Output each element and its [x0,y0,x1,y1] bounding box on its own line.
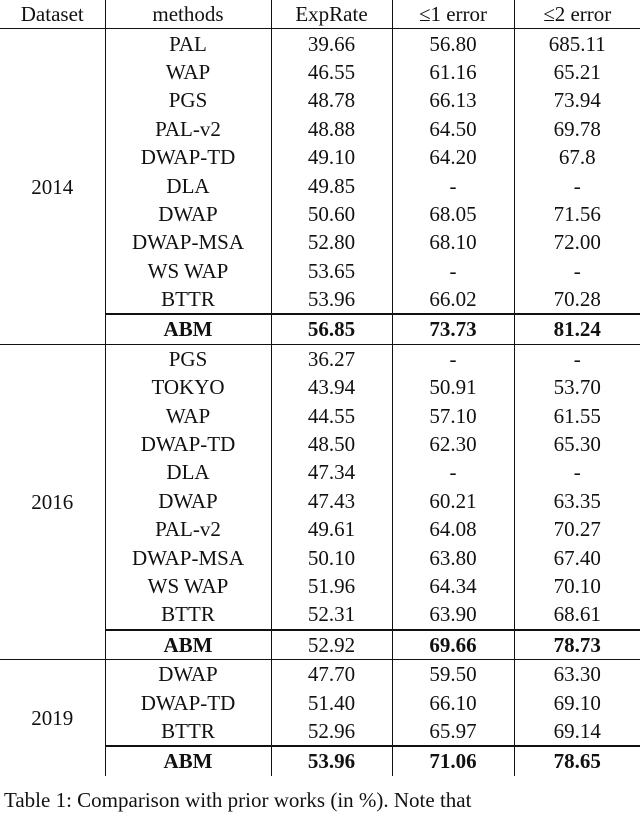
le1-error-cell: 57.10 [392,401,514,429]
le2-error-cell: 72.00 [553,230,601,255]
header-le1-error: ≤1 error [392,0,514,29]
le1-error-cell: 65.97 [392,717,514,746]
le1-error-cell: 50.91 [392,373,514,401]
exprate-cell: 50.10 [271,543,392,571]
method-cell: PGS [105,86,271,114]
method-cell: BTTR [105,285,271,314]
exprate-cell: 44.55 [271,401,392,429]
le2-error-cell: - [573,258,581,283]
le2-error-cell: 73.94 [553,88,601,113]
method-cell: ABM [105,746,271,775]
le2-error-cell: 61.55 [553,403,601,428]
le1-error-cell: 64.34 [392,572,514,600]
dataset-group-2014 [0,29,640,344]
method-cell: ABM [105,314,271,344]
method-cell: DWAP [105,487,271,515]
method-cell: BTTR [105,717,271,746]
exprate-cell: 49.10 [271,143,392,171]
le1-error-cell: 71.06 [392,746,514,775]
exprate-cell: 52.96 [271,717,392,746]
le2-error-cell: 70.28 [553,287,601,312]
le2-error-cell: 65.30 [553,432,601,457]
le1-error-cell: - [392,257,514,285]
method-cell: ABM [105,630,271,660]
exprate-cell: 50.60 [271,200,392,228]
exprate-cell: 39.66 [271,29,392,58]
exprate-cell: 51.40 [271,688,392,716]
le1-error-cell: 64.08 [392,515,514,543]
table-row [0,344,640,373]
le2-error-cell: 69.14 [553,718,601,743]
header-le2-error: ≤2 error [514,0,640,29]
le1-error-cell: 60.21 [392,487,514,515]
exprate-cell: 48.78 [271,86,392,114]
exprate-cell: 47.70 [271,659,392,688]
method-cell: DLA [105,171,271,199]
le1-error-cell: 68.10 [392,228,514,256]
le1-error-cell: 64.20 [392,143,514,171]
method-cell: TOKYO [105,373,271,401]
le2-error-cell: 70.10 [553,574,601,598]
method-cell: PGS [105,344,271,373]
le1-error-cell: 66.13 [392,86,514,114]
method-cell: PAL [105,29,271,58]
le2-error-cell: 67.40 [553,545,601,570]
method-cell: PAL-v2 [105,515,271,543]
exprate-cell: 43.94 [271,373,392,401]
le2-error-cell: 69.10 [553,690,601,715]
method-cell: WS WAP [105,572,271,600]
header-methods: methods [105,0,271,29]
le2-error-cell: 78.73 [514,630,640,660]
method-cell: DLA [105,458,271,486]
dataset-cell: 2019 [0,659,105,775]
exprate-cell: 48.50 [271,430,392,458]
exprate-cell: 47.34 [271,458,392,486]
le1-error-cell: 56.80 [392,29,514,58]
method-cell: WAP [105,401,271,429]
le1-error-cell: 66.10 [392,688,514,716]
method-cell: DWAP [105,659,271,688]
le2-error-cell: 53.70 [553,375,601,400]
le1-error-cell: - [392,171,514,199]
le1-error-cell: - [392,344,514,373]
method-cell: DWAP-MSA [105,228,271,256]
exprate-cell: 52.80 [271,228,392,256]
le1-error-cell: - [392,458,514,486]
le2-error-cell: 71.56 [553,201,601,226]
dataset-cell: 2014 [0,29,105,344]
method-cell: DWAP-TD [105,688,271,716]
table-header [0,0,640,29]
exprate-cell: 53.96 [271,746,392,775]
method-cell: DWAP-TD [105,143,271,171]
table-caption: Table 1: Comparison with prior works (in %). Note that [4,788,472,812]
le2-error-cell: 63.35 [553,488,601,513]
le1-error-cell: 63.80 [392,543,514,571]
method-cell: WS WAP [105,257,271,285]
dataset-group-2019 [0,659,640,775]
exprate-cell: 49.61 [271,515,392,543]
le1-error-cell: 59.50 [392,659,514,688]
le2-error-cell: 68.61 [553,602,601,627]
le2-error-cell: 685.11 [514,29,640,58]
table-row [0,659,640,688]
le2-error-cell: 69.78 [553,116,601,141]
le2-error-cell: 67.8 [558,145,596,170]
le2-error-cell: 63.30 [514,659,640,688]
le1-error-cell: 68.05 [392,200,514,228]
exprate-cell: 48.88 [271,115,392,143]
le2-error-cell: - [573,460,581,485]
header-exprate: ExpRate [271,0,392,29]
le2-error-cell: 81.24 [514,314,640,344]
exprate-cell: 46.55 [271,58,392,86]
exprate-cell: 49.85 [271,171,392,199]
method-cell: DWAP-TD [105,430,271,458]
le1-error-cell: 64.50 [392,115,514,143]
exprate-cell: 53.65 [271,257,392,285]
le1-error-cell: 62.30 [392,430,514,458]
method-cell: DWAP-MSA [105,543,271,571]
le1-error-cell: 63.90 [392,600,514,629]
le2-error-cell: - [573,173,581,198]
le1-error-cell: 69.66 [392,630,514,660]
method-cell: BTTR [105,600,271,629]
dataset-cell: 2016 [0,344,105,659]
le1-error-cell: 73.73 [392,314,514,344]
le2-error-cell: 70.27 [553,517,601,542]
header-dataset: Dataset [0,0,105,29]
le1-error-cell: 61.16 [392,58,514,86]
le2-error-cell: - [514,344,640,373]
method-cell: WAP [105,58,271,86]
exprate-cell: 56.85 [271,314,392,344]
exprate-cell: 36.27 [271,344,392,373]
exprate-cell: 53.96 [271,285,392,314]
table-row [0,29,640,58]
le2-error-cell: 65.21 [553,59,601,84]
method-cell: PAL-v2 [105,115,271,143]
exprate-cell: 47.43 [271,487,392,515]
exprate-cell: 51.96 [271,572,392,600]
dataset-group-2016 [0,344,640,659]
le1-error-cell: 66.02 [392,285,514,314]
exprate-cell: 52.92 [271,630,392,660]
le2-error-cell: 78.65 [514,746,640,775]
method-cell: DWAP [105,200,271,228]
exprate-cell: 52.31 [271,600,392,629]
